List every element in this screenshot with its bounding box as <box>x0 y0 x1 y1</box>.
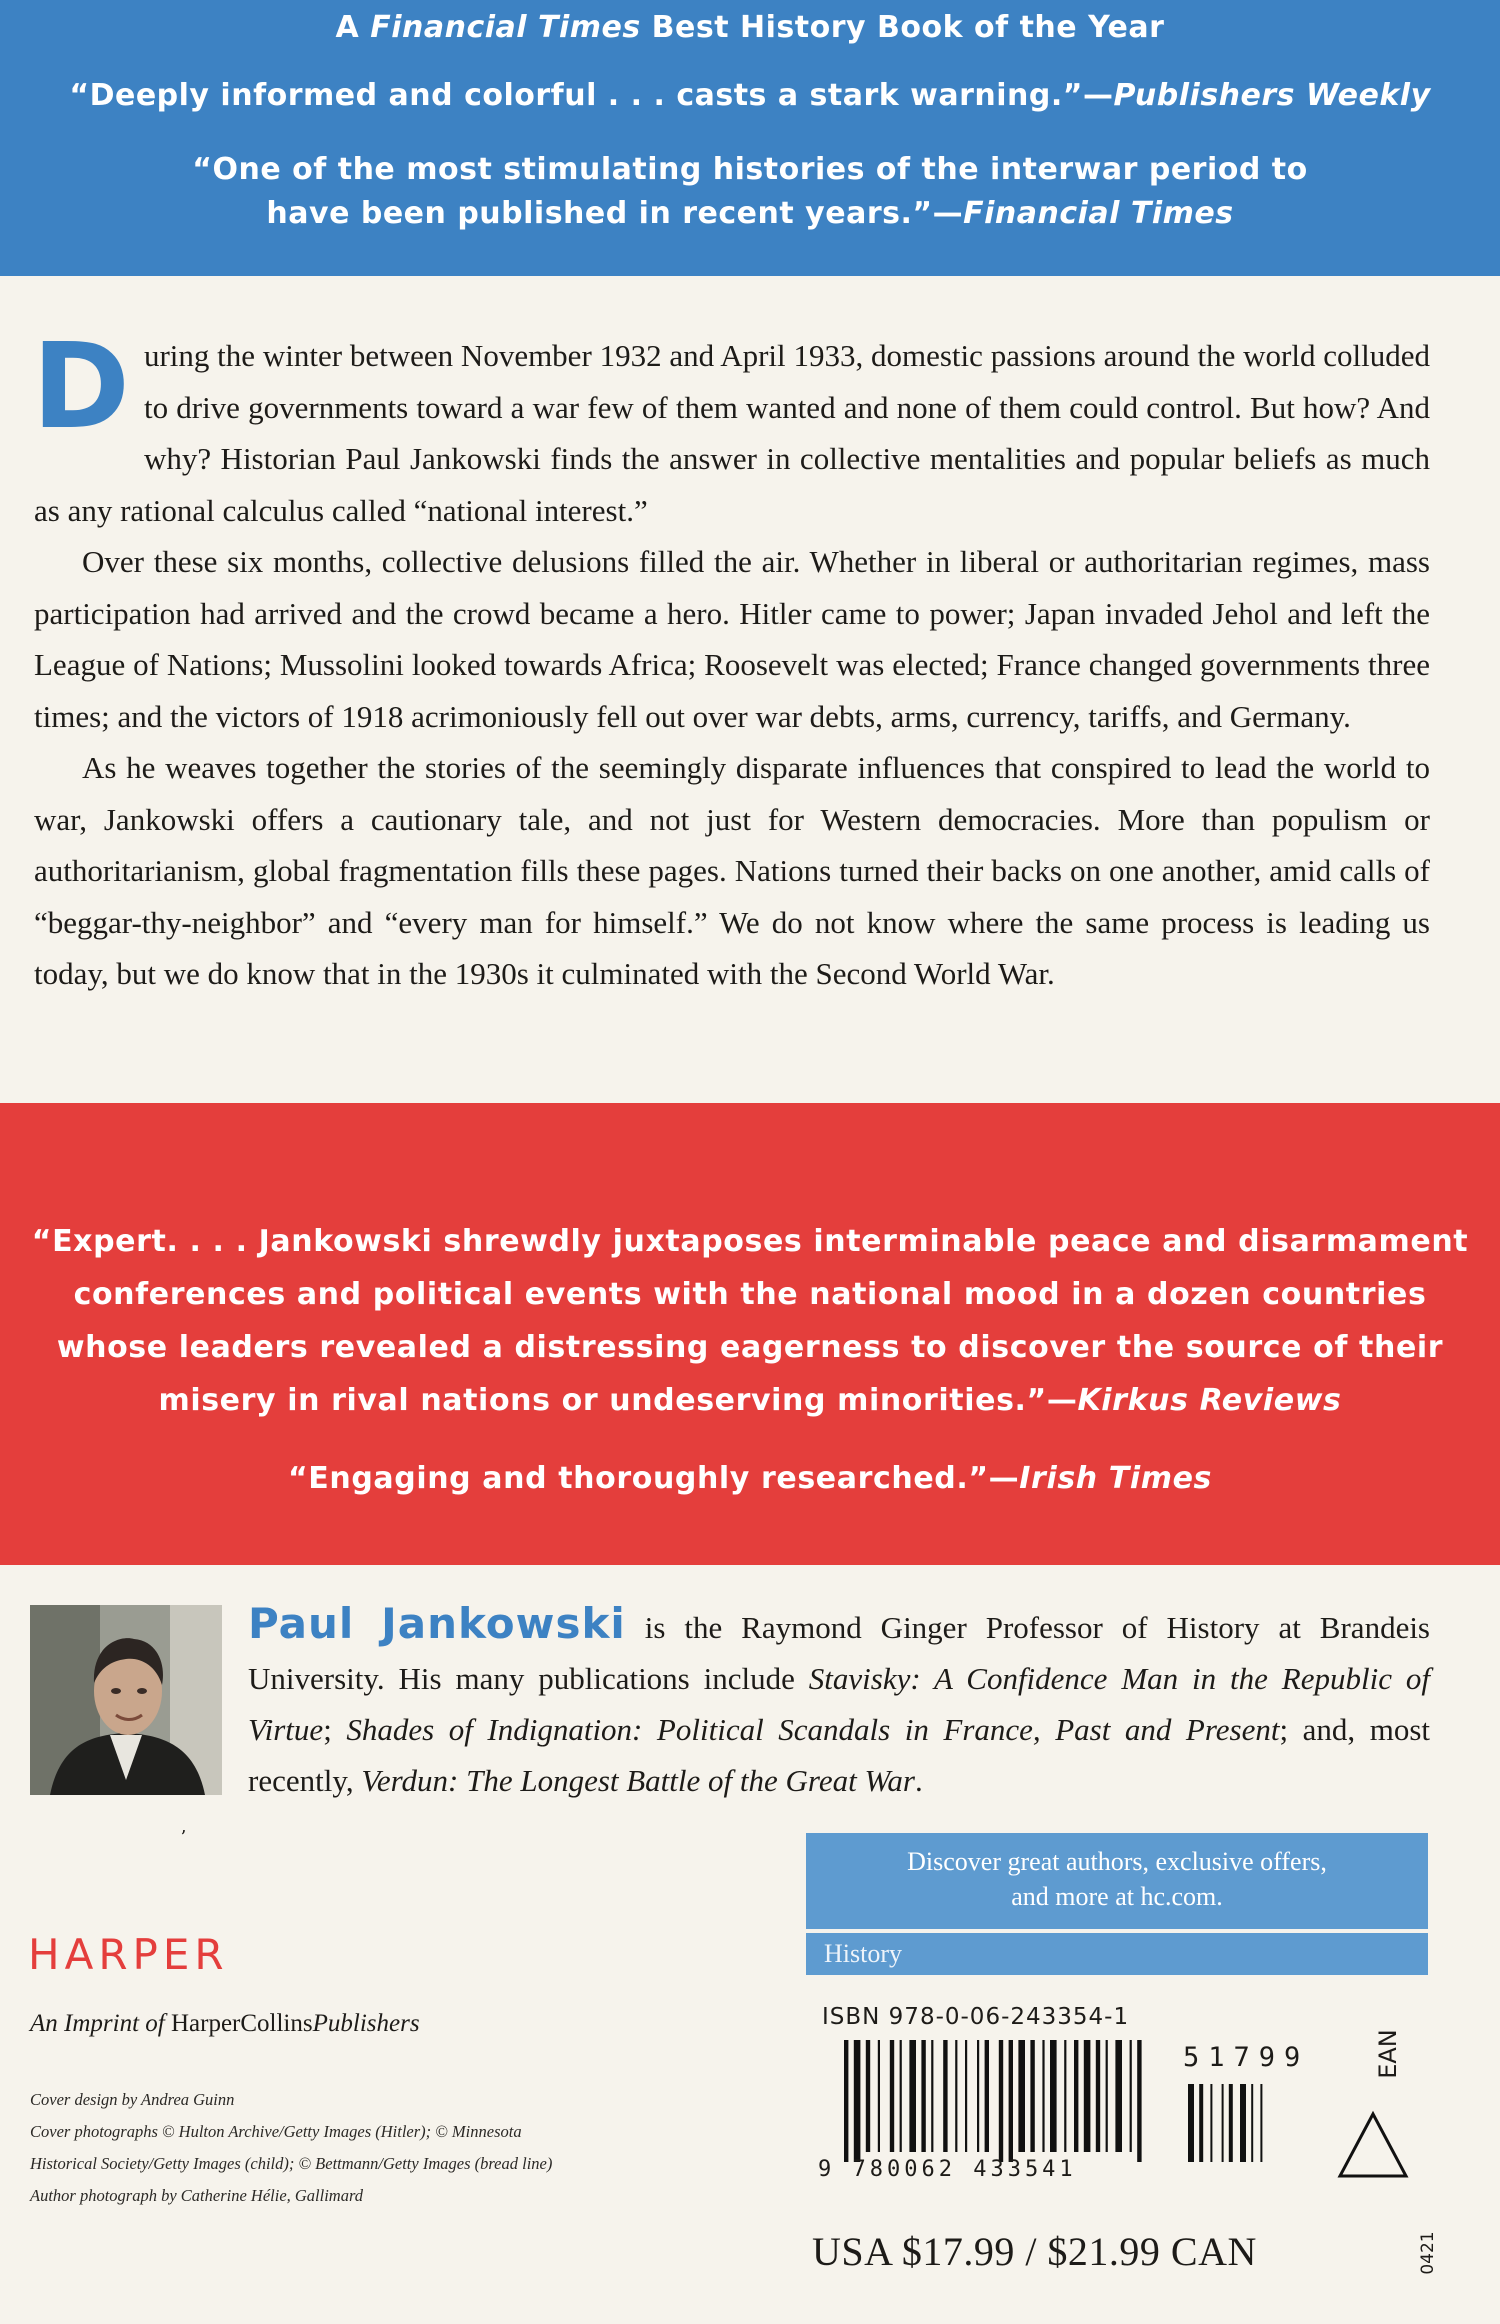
addon-bar <box>1260 2084 1262 2162</box>
addon-bar <box>1251 2084 1253 2162</box>
imprint-name: HarperCollins <box>170 2010 313 2037</box>
credit-author-photo: Author photograph by Catherine Hélie, Gallimard <box>30 2186 364 2205</box>
isbn-label: ISBN 978-0-06-243354-1 <box>822 2004 1130 2030</box>
book-description <box>32 317 1430 1000</box>
harper-logo: HARPER <box>28 1930 229 1979</box>
publishers-weekly-quote <box>0 78 1500 113</box>
drop-cap: D <box>32 317 130 455</box>
barcode-bar <box>1096 2040 1100 2152</box>
irish-times-quote <box>0 1461 1500 1496</box>
kirkus-line1: “Expert. . . . Jankowski shrewdly juxtaposes interminable peace and disarmament <box>31 1224 1469 1259</box>
barcode-bar <box>999 2040 1003 2162</box>
barcode-bar <box>1030 2040 1034 2152</box>
description-paragraph-1 <box>32 317 1430 536</box>
quote-text-line2: have been published in recent years.”— <box>266 196 964 231</box>
bio-end: . <box>914 1763 923 1798</box>
promo-line1: Discover great authors, exclusive offers, <box>907 1847 1327 1876</box>
price-code: 51799 <box>1183 2042 1310 2073</box>
award-publication: Financial Times <box>370 10 641 45</box>
financial-times-quote <box>0 148 1500 236</box>
barcode-bar <box>1074 2040 1078 2152</box>
barcode-bar <box>1050 2040 1057 2152</box>
kirkus-line3: whose leaders revealed a distressing eagerness to discover the source of their <box>56 1330 1444 1365</box>
book-title-verdun: Verdun: The Longest Battle of the Great War <box>361 1763 915 1798</box>
addon-bar <box>1240 2084 1246 2162</box>
addon-bar <box>1199 2084 1203 2162</box>
barcode-bar <box>909 2040 916 2152</box>
kirkus-quote <box>0 1215 1500 1427</box>
barcode-bar <box>1137 2040 1141 2162</box>
book-title-stavisky: Stavisky: A Confidence Man in the Republic of Virtue <box>248 1661 1430 1747</box>
barcode-bar <box>931 2040 933 2152</box>
quote-text: “Deeply informed and colorful . . . casts a stark warning.”— <box>69 78 1114 113</box>
bio-sep-1: ; <box>323 1712 347 1747</box>
addon-bar <box>1222 2084 1224 2162</box>
barcode-bar <box>844 2040 848 2162</box>
award-prefix: A <box>335 10 371 45</box>
addon-bar <box>1188 2084 1194 2162</box>
category-label: History <box>806 1933 1428 1975</box>
barcode-bar <box>977 2040 979 2152</box>
kirkus-line2: conferences and political events with the national mood in a dozen countries <box>73 1277 1427 1312</box>
credit-photos-2: Historical Society/Getty Images (child); © Bettmann/Getty Images (bread line) <box>30 2154 553 2173</box>
book-title-shades: Shades of Indignation: Political Scandals in France, Past and Present <box>346 1712 1280 1747</box>
barcode-bar <box>878 2040 880 2152</box>
description-paragraph-2: Over these six months, collective delusions filled the air. Whether in liberal or authoritarian regimes, mass participation had arrived and the crowd became a hero. Hitler came to power; Japan invaded Jehol and left the League of Nations; Mussolini looked towards Africa; Roosevelt was elected; France changed governments three times; and the victors of 1918 acrimoniously fell out over war debts, arms, currency, tariffs, and Germany. <box>34 544 1430 734</box>
stray-mark: ʼ <box>180 1827 186 1848</box>
price: USA $17.99 / $21.99 CAN <box>812 2229 1257 2274</box>
kirkus-line4: misery in rival nations or undeserving minorities.”— <box>158 1383 1078 1418</box>
paragraph-1-text: uring the winter between November 1932 and April 1933, domestic passions around the world colluded to drive governments toward a war few of them wanted and none of them could control. But how? And why? Historian Paul Jankowski finds the answer in collective mentalities and popular beliefs as much as any rational calculus called “national interest.” <box>34 338 1430 528</box>
imprint-prefix: An Imprint of <box>30 2010 171 2037</box>
irish-times-text: “Engaging and thoroughly researched.”— <box>287 1461 1020 1496</box>
barcode-bar <box>985 2040 989 2152</box>
barcode-bar <box>1084 2040 1091 2152</box>
award-suffix: Best History Book of the Year <box>640 10 1165 45</box>
quote-source: Financial Times <box>963 196 1234 231</box>
barcode-bar <box>890 2040 894 2152</box>
bio-text-1: is the Raymond Ginger Professor of History at Brandeis University. His many publications include <box>248 1610 1430 1696</box>
side-code: 0421 <box>1418 2231 1438 2275</box>
description-paragraph-3: As he weaves together the stories of the seemingly disparate influences that conspired to lead the world to war, Jankowski offers a cautionary tale, and not just for Western democracies. More than populism or authoritarianism, global fragmentation fills these pages. Nations turned their backs on one another, amid calls of “beggar-thy-neighbor” and “every man for himself.” We do not know where the same process is leading us today, but we do know that in the 1930s it culminated with the Second World War. <box>34 750 1430 991</box>
imprint-line <box>30 2010 420 2038</box>
promo-line2: and more at hc.com. <box>1011 1882 1223 1911</box>
barcode-bar <box>1064 2040 1066 2152</box>
irish-times-source: Irish Times <box>1019 1461 1212 1496</box>
author-name: Paul Jankowski <box>248 1599 626 1648</box>
top-quote-band <box>0 0 1500 276</box>
barcode-bar <box>1115 2040 1122 2152</box>
barcode-bar <box>900 2040 902 2152</box>
ean-label: EAN <box>1374 2029 1402 2079</box>
bio-sep-2: ; and, most recently, <box>248 1712 1430 1798</box>
quote-source: Publishers Weekly <box>1113 78 1431 113</box>
barcode-bar <box>1130 2040 1132 2152</box>
imprint-suffix: Publishers <box>312 2010 420 2037</box>
credit-design: Cover design by Andrea Guinn <box>30 2090 235 2109</box>
award-line <box>0 10 1500 45</box>
ean-triangle-icon <box>1336 2110 1410 2180</box>
kirkus-source: Kirkus Reviews <box>1077 1383 1342 1418</box>
barcode-bar <box>866 2040 870 2152</box>
barcode-bar <box>1009 2040 1013 2162</box>
cover-credits <box>30 2084 730 2212</box>
barcode-bar <box>1106 2040 1108 2152</box>
author-photo <box>30 1605 222 1795</box>
author-bio <box>248 1598 1430 1806</box>
review-quote-band <box>0 1103 1500 1565</box>
barcode-bar <box>955 2040 957 2152</box>
barcode-bar <box>921 2040 925 2152</box>
barcode-bar <box>965 2040 967 2152</box>
quote-text-line1: “One of the most stimulating histories of the interwar period to <box>192 152 1308 187</box>
barcode-digits: 9 780062 433541 <box>818 2157 1077 2182</box>
promo-box <box>806 1833 1428 1929</box>
addon-bar <box>1210 2084 1212 2162</box>
barcode-bar <box>1042 2040 1044 2152</box>
barcode-bar <box>1018 2040 1025 2152</box>
barcode-bar <box>854 2040 861 2162</box>
addon-bar <box>1229 2084 1233 2162</box>
credit-photos-1: Cover photographs © Hulton Archive/Getty Images (Hitler); © Minnesota <box>30 2122 522 2141</box>
barcode-bar <box>943 2040 947 2152</box>
